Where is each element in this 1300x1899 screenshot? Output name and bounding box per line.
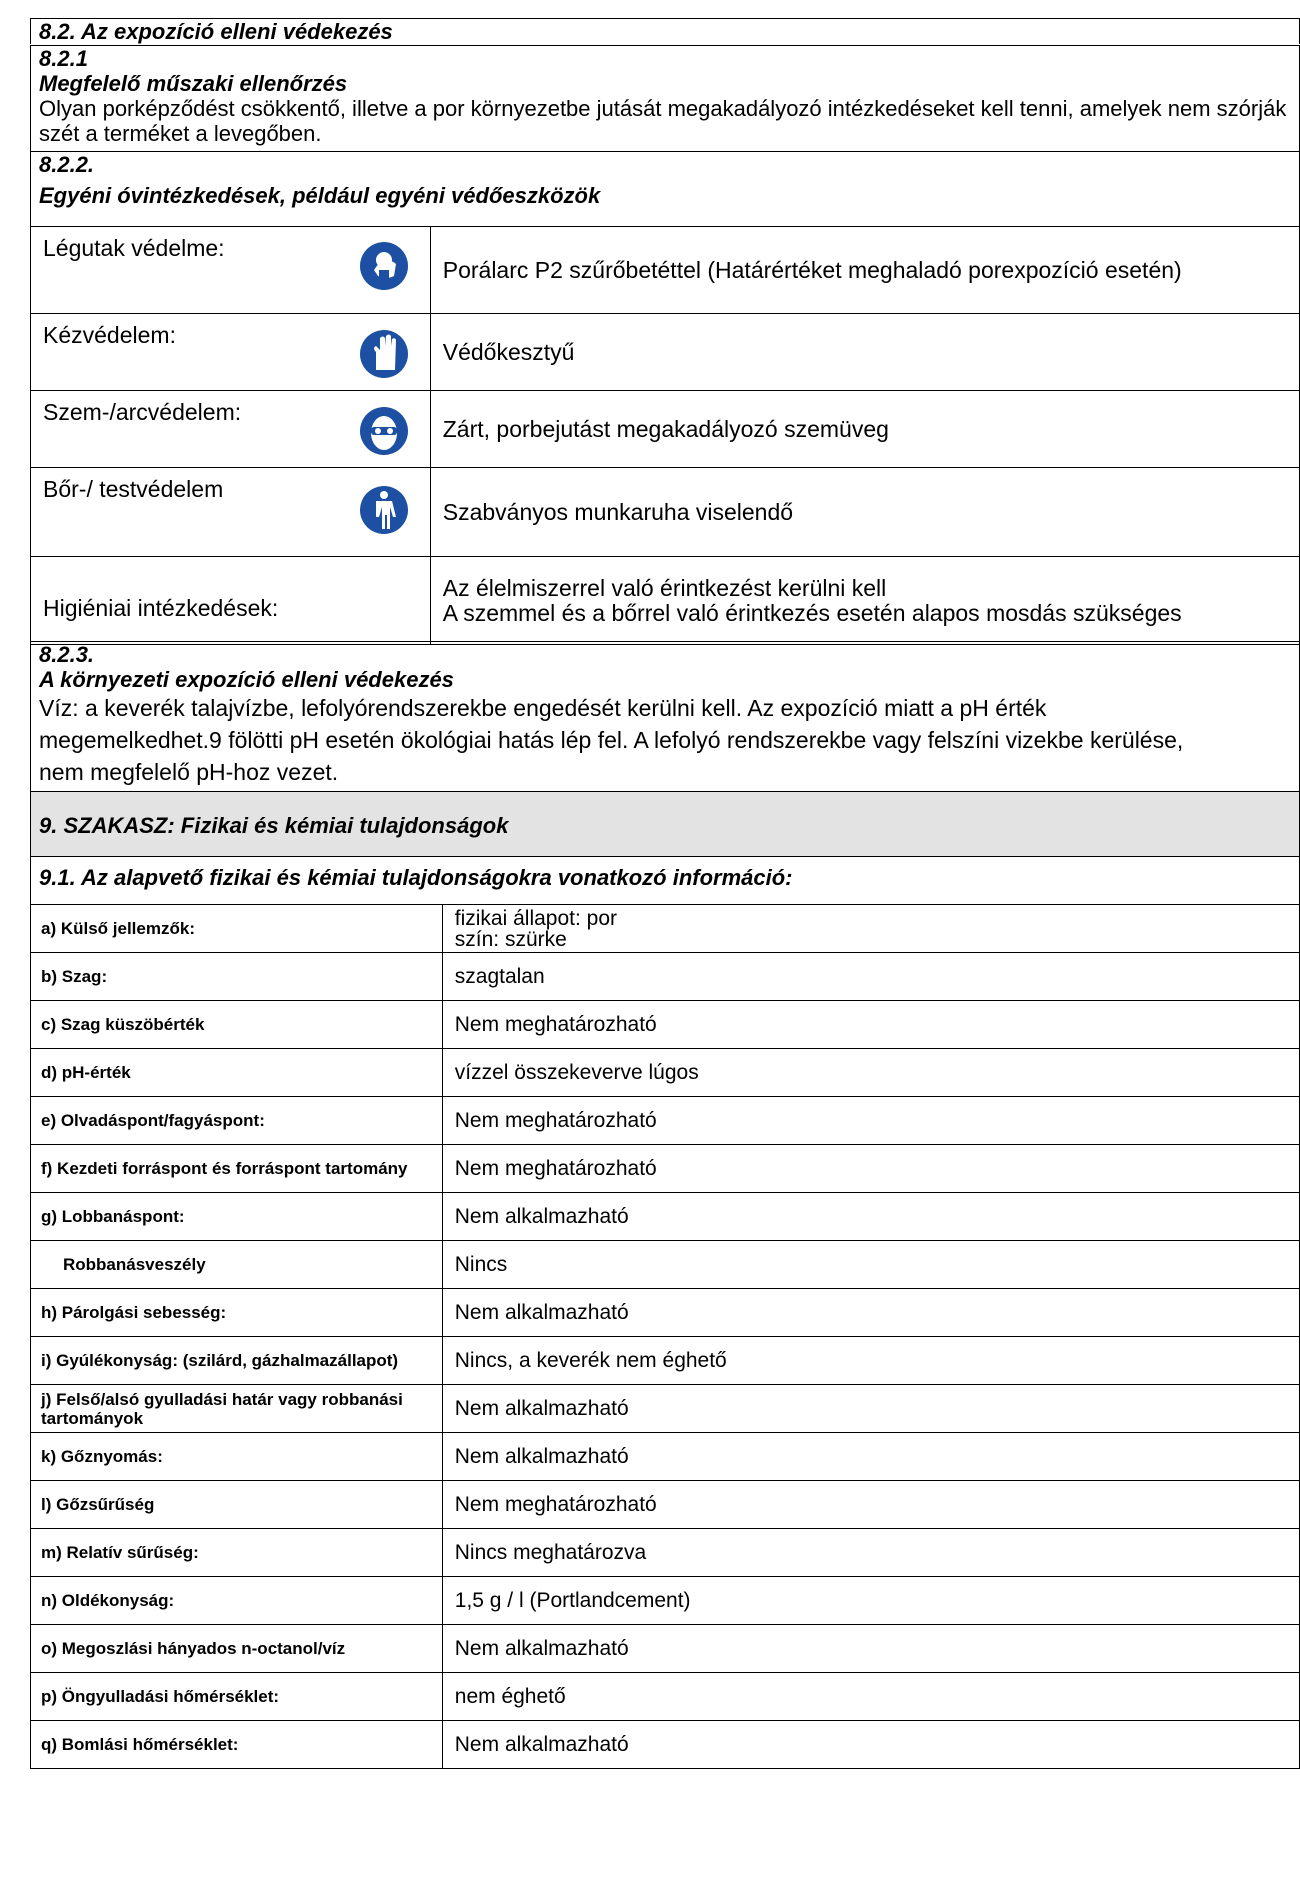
table-row	[31, 1481, 1300, 1529]
table-row	[31, 1385, 1300, 1433]
table-row	[31, 1673, 1300, 1721]
section-title: 9. SZAKASZ: Fizikai és kémiai tulajdonságok	[39, 813, 509, 838]
property-name: j) Felső/alsó gyulladási határ vagy robbanási tartományok	[31, 1385, 443, 1433]
safety-goggles-icon	[356, 403, 412, 459]
subsection-title: Megfelelő műszaki ellenőrzés	[39, 71, 348, 96]
table-row	[31, 227, 1300, 314]
section-8-2-title	[30, 18, 1300, 44]
table-row	[31, 1289, 1300, 1337]
property-name: k) Gőznyomás:	[31, 1433, 443, 1481]
property-value: Nem alkalmazható	[442, 1625, 1299, 1673]
ppe-value: Védőkesztyű	[430, 314, 1299, 391]
property-name: i) Gyúlékonyság: (szilárd, gázhalmazállapot)	[31, 1337, 443, 1385]
property-value: Nincs	[442, 1241, 1299, 1289]
property-name: a) Külső jellemzők:	[31, 905, 443, 953]
protective-suit-icon	[356, 482, 412, 538]
ppe-value: Porálarc P2 szűrőbetéttel (Határértéket meghaladó porexpozíció esetén)	[430, 227, 1299, 314]
property-value: Nem alkalmazható	[442, 1289, 1299, 1337]
table-row	[31, 1145, 1300, 1193]
property-name: c) Szag küszöbérték	[31, 1001, 443, 1049]
ppe-value: Szabványos munkaruha viselendő	[430, 468, 1299, 557]
ppe-label: Bőr-/ testvédelem	[43, 476, 224, 502]
table-row	[31, 314, 1300, 391]
subsection-title: 9.1. Az alapvető fizikai és kémiai tulajdonságokra vonatkozó információ:	[39, 865, 793, 890]
table-row	[31, 468, 1300, 557]
ppe-table	[30, 226, 1300, 645]
property-name: e) Olvadáspont/fagyáspont:	[31, 1097, 443, 1145]
property-value: Nincs, a keverék nem éghető	[442, 1337, 1299, 1385]
subsection-title: A környezeti expozíció elleni védekezés	[39, 667, 454, 692]
property-value: Nincs meghatározva	[442, 1529, 1299, 1577]
subsection-title: Egyéni óvintézkedések, például egyéni védőeszközök	[39, 183, 601, 208]
section-9-header	[30, 791, 1300, 856]
property-name: p) Öngyulladási hőmérséklet:	[31, 1673, 443, 1721]
section-8-2-2	[30, 151, 1300, 226]
property-value: fizikai állapot: por	[454, 906, 618, 930]
property-value: Nem meghatározható	[442, 1145, 1299, 1193]
ppe-label: Légutak védelme:	[43, 235, 225, 261]
paragraph: Olyan porképződést csökkentő, illetve a por környezetbe jutását megakadályozó intézkedéseket kell tenni, amelyek nem szórják szét a terméket a levegőben.	[39, 96, 1287, 146]
table-row	[31, 1241, 1300, 1289]
property-value: Nem meghatározható	[442, 1001, 1299, 1049]
table-row	[31, 953, 1300, 1001]
ppe-label: Kézvédelem:	[43, 322, 176, 348]
property-value: Nem alkalmazható	[442, 1193, 1299, 1241]
property-name: o) Megoszlási hányados n-octanol/víz	[31, 1625, 443, 1673]
property-name: l) Gőzsűrűség	[31, 1481, 443, 1529]
property-value: nem éghető	[442, 1673, 1299, 1721]
section-9-1-title	[30, 856, 1300, 904]
table-row	[31, 1529, 1300, 1577]
table-row	[31, 391, 1300, 468]
table-row	[31, 1721, 1300, 1769]
table-row	[31, 1193, 1300, 1241]
table-row	[31, 557, 1300, 645]
property-name: q) Bomlási hőmérséklet:	[31, 1721, 443, 1769]
section-8-2-1	[30, 45, 1300, 151]
property-name: m) Relatív sűrűség:	[31, 1529, 443, 1577]
property-value: szín: szürke	[454, 927, 567, 951]
property-value: vízzel összekeverve lúgos	[442, 1049, 1299, 1097]
protective-gloves-icon	[356, 326, 412, 382]
property-name: b) Szag:	[31, 953, 443, 1001]
property-name: f) Kezdeti forráspont és forráspont tartomány	[31, 1145, 443, 1193]
properties-table	[30, 904, 1300, 1769]
property-value: Nem alkalmazható	[442, 1721, 1299, 1769]
table-row	[31, 1337, 1300, 1385]
property-value: szagtalan	[442, 953, 1299, 1001]
property-value: Nem meghatározható	[442, 1481, 1299, 1529]
table-row	[31, 1433, 1300, 1481]
table-row	[31, 1049, 1300, 1097]
hygiene-label: Higiéniai intézkedések:	[31, 557, 431, 645]
table-row	[31, 1097, 1300, 1145]
subsection-number: 8.2.3.	[39, 642, 95, 667]
property-name: Robbanásveszély	[31, 1241, 443, 1289]
respirator-mask-icon	[356, 238, 412, 294]
subsection-number: 8.2.2.	[39, 152, 95, 177]
ppe-value: Zárt, porbejutást megakadályozó szemüveg	[430, 391, 1299, 468]
table-row	[31, 905, 1300, 953]
property-name: d) pH-érték	[31, 1049, 443, 1097]
property-value: 1,5 g / l (Portlandcement)	[442, 1577, 1299, 1625]
table-row	[31, 1625, 1300, 1673]
section-title: 8.2. Az expozíció elleni védekezés	[39, 19, 393, 44]
property-name: g) Lobbanáspont:	[31, 1193, 443, 1241]
property-value: Nem alkalmazható	[442, 1433, 1299, 1481]
property-value: Nem meghatározható	[442, 1097, 1299, 1145]
property-name: n) Oldékonyság:	[31, 1577, 443, 1625]
hygiene-line: A szemmel és a bőrrel való érintkezés esetén alapos mosdás szükséges	[442, 599, 1182, 626]
property-value: Nem alkalmazható	[442, 1385, 1299, 1433]
ppe-label: Szem-/arcvédelem:	[43, 399, 242, 425]
paragraph: Víz: a keverék talajvízbe, lefolyórendszerekbe engedését kerülni kell. Az expozíció miatt a pH érték megemelkedhet.9 fölötti pH esetén ökológiai hatás lép fel. A lefolyó rendszerekbe vagy felszíni vizekbe kerülése, nem megfelelő pH-hoz vezet.	[39, 695, 1184, 785]
section-8-2-3	[30, 641, 1300, 791]
subsection-number: 8.2.1	[39, 46, 88, 71]
hygiene-line: Az élelmiszerrel való érintkezést kerülni kell	[442, 574, 887, 601]
property-name: h) Párolgási sebesség:	[31, 1289, 443, 1337]
table-row	[31, 1577, 1300, 1625]
table-row	[31, 1001, 1300, 1049]
